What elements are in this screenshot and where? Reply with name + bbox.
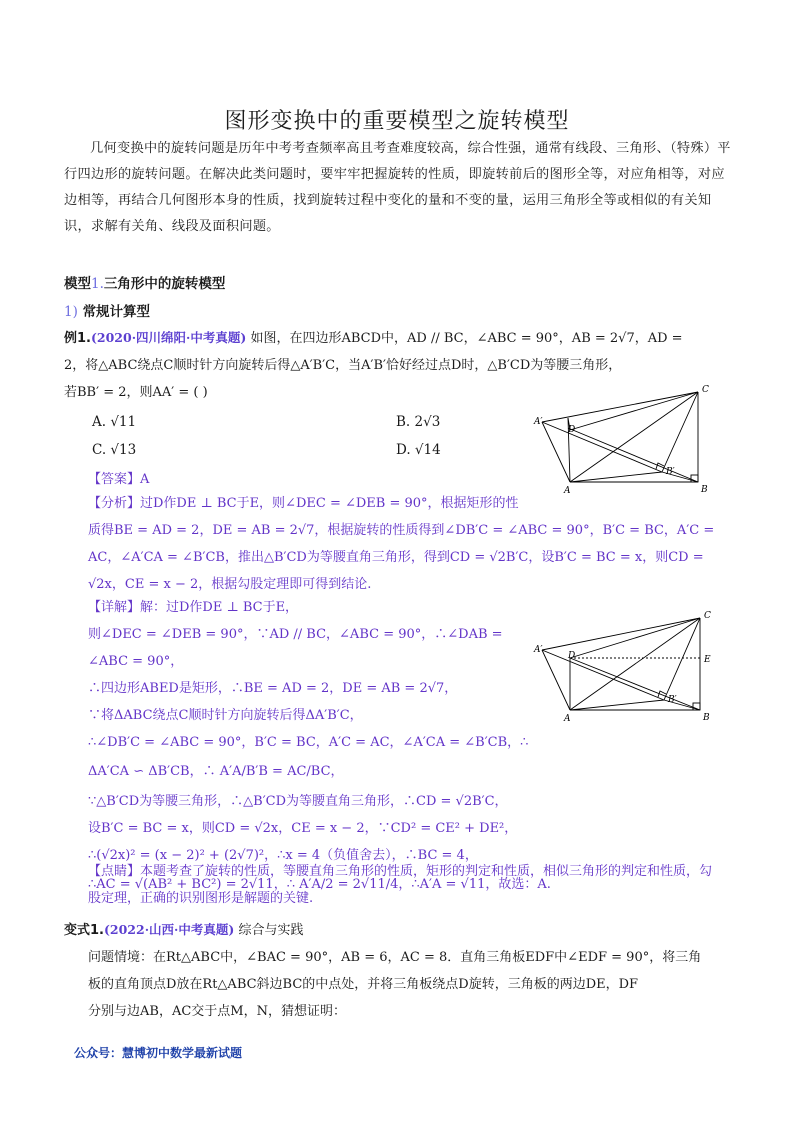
variant-label: 变式1. bbox=[64, 923, 104, 938]
variant-line: 问题情境：在Rt△ABC中，∠BAC = 90°，AB = 6，AC = 8．直角三角板EDF中∠EDF = 90°，将三角 bbox=[88, 950, 702, 965]
detail-line: ΔA′CA ∽ ΔB′CB，∴ A′A/B′B = AC/BC， bbox=[88, 764, 344, 779]
detail-line: ∴AC = √(AB² + BC²) = 2√11，∴ A′A/2 = 2√11/4，∴A′A = √11，故选：A. bbox=[88, 877, 551, 892]
fig1-label-a: A bbox=[564, 486, 571, 494]
example-line-3: 若BB′ = 2，则AA′ = ( ) bbox=[64, 385, 208, 400]
model-heading bbox=[64, 272, 225, 292]
fig1-label-b: B bbox=[701, 485, 708, 494]
example-label: 例1. bbox=[64, 331, 91, 346]
detail-line: ∴四边形ABED是矩形，∴BE = AD = 2，DE = AB = 2√7， bbox=[88, 681, 458, 696]
detail-line: ∠ABC = 90°， bbox=[88, 654, 184, 669]
detail-line: 则∠DEC = ∠DEB = 90°，∵AD // BC，∠ABC = 90°，∴∠DAB = bbox=[88, 627, 503, 642]
fig2-label-d: D bbox=[568, 651, 576, 661]
option-a: A. √11 bbox=[92, 414, 137, 430]
fig2-label-a-prime: A′ bbox=[534, 645, 543, 655]
model-label: 模型 bbox=[64, 276, 91, 292]
example-line-1: 如图，在四边形ABCD中，AD // BC，∠ABC = 90°，AB = 2√7，AD = bbox=[250, 331, 683, 346]
analysis-line: 质得BE = AD = 2，DE = AB = 2√7，根据旋转的性质得到∠DB′C = ∠ABC = 90°，B′C = BC，A′C = bbox=[88, 523, 715, 538]
answer: 【答案】A bbox=[88, 472, 150, 487]
detail-line: 设B′C = BC = x，则CD = √2x，CE = x − 2，∵CD² = CE² + DE²， bbox=[88, 821, 518, 836]
option-b: B. 2√3 bbox=[396, 414, 441, 430]
fig1-label-d: D bbox=[568, 425, 576, 435]
intro-paragraph: 几何变换中的旋转问题是历年中考考查频率高且考查难度较高，综合性强，通常有线段、三角形、（特殊）平行四边形的旋转问题。在解决此类问题时，要牢牢把握旋转的性质，即旋转前后的图形全等，对应角相等，对应边相等，再结合几何图形本身的性质，找到旋转过程中变化的量和不变的量，运用三角形全等或相似的有关知识，求解有关角、线段及面积问题。 bbox=[64, 141, 731, 234]
comment-line: 股定理，正确的识别图形是解题的关键. bbox=[88, 891, 314, 906]
detail-line: 【详解】解：过D作DE ⊥ BC于E， bbox=[88, 600, 299, 615]
fig1-label-c: C bbox=[702, 385, 709, 395]
variant-1 bbox=[64, 916, 736, 1025]
analysis-line: 【分析】过D作DE ⊥ BC于E，则∠DEC = ∠DEB = 90°，根据矩形的性 bbox=[88, 496, 519, 511]
analysis-line: AC，∠A′CA = ∠B′CB，推出△B′CD为等腰直角三角形，得到CD = √2B′C，设B′C = BC = x，则CD = bbox=[88, 550, 704, 565]
sub-text: 常规计算型 bbox=[82, 304, 151, 320]
detail-line: ∵将ΔABC绕点C顺时针方向旋转后得ΔA′B′C， bbox=[88, 708, 363, 723]
page-title: 图形变换中的重要模型之旋转模型 bbox=[224, 109, 570, 134]
fig2-label-b-prime: B′ bbox=[668, 695, 677, 705]
fig2-label-c: C bbox=[704, 611, 711, 621]
model-text: 三角形中的旋转模型 bbox=[103, 276, 226, 292]
variant-line: 分别与边AB，AC交于点M，N，猜想证明： bbox=[88, 1004, 346, 1019]
comment-line: 【点睛】本题考查了旋转的性质，等腰直角三角形的性质，矩形的判定和性质，相似三角形的判定和性质，勾 bbox=[88, 864, 713, 879]
variant-source: (2022·山西·中考真题) bbox=[103, 922, 235, 937]
example-line-2: 2，将△ABC绕点C顺时针方向旋转后得△A′B′C，当A′B′恰好经过点D时，△B′CD为等腰三角形， bbox=[64, 358, 622, 373]
geometry-figure-1 bbox=[530, 382, 720, 494]
option-c: C. √13 bbox=[92, 442, 137, 458]
model-number: 1. bbox=[91, 276, 104, 292]
fig2-label-a: A bbox=[564, 714, 571, 724]
fig2-label-b: B bbox=[703, 713, 710, 723]
variant-line: 板的直角顶点D放在Rt△ABC斜边BC的中点处，并将三角板绕点D旋转，三角板的两边DE，DF bbox=[88, 977, 639, 992]
fig1-label-a-prime: A′ bbox=[534, 417, 543, 427]
fig1-label-b-prime: B′ bbox=[666, 467, 675, 477]
detail-line: ∴∠DB′C = ∠ABC = 90°，B′C = BC，A′C = AC，∠A′CA = ∠B′CB，∴ bbox=[88, 735, 529, 750]
detail-line: ∴(√2x)² = (x − 2)² + (2√7)²，∴x = 4（负值舍去），∴BC = 4， bbox=[88, 848, 478, 863]
footer-watermark: 公众号：慧博初中数学最新试题 bbox=[74, 1046, 243, 1060]
detail-line: ∵△B′CD为等腰三角形，∴△B′CD为等腰直角三角形，∴CD = √2B′C， bbox=[88, 794, 508, 809]
analysis-line: √2x，CE = x − 2，根据勾股定理即可得到结论. bbox=[88, 577, 372, 592]
fig2-label-e: E bbox=[704, 655, 711, 665]
option-d: D. √14 bbox=[396, 442, 441, 458]
sub-number: 1) bbox=[64, 304, 78, 320]
comment bbox=[88, 858, 738, 912]
variant-after: 综合与实践 bbox=[238, 923, 304, 938]
sub-heading bbox=[64, 300, 150, 320]
example-source: (2020·四川绵阳·中考真题) bbox=[90, 330, 247, 345]
geometry-figure-2 bbox=[530, 608, 720, 724]
analysis bbox=[88, 490, 738, 598]
